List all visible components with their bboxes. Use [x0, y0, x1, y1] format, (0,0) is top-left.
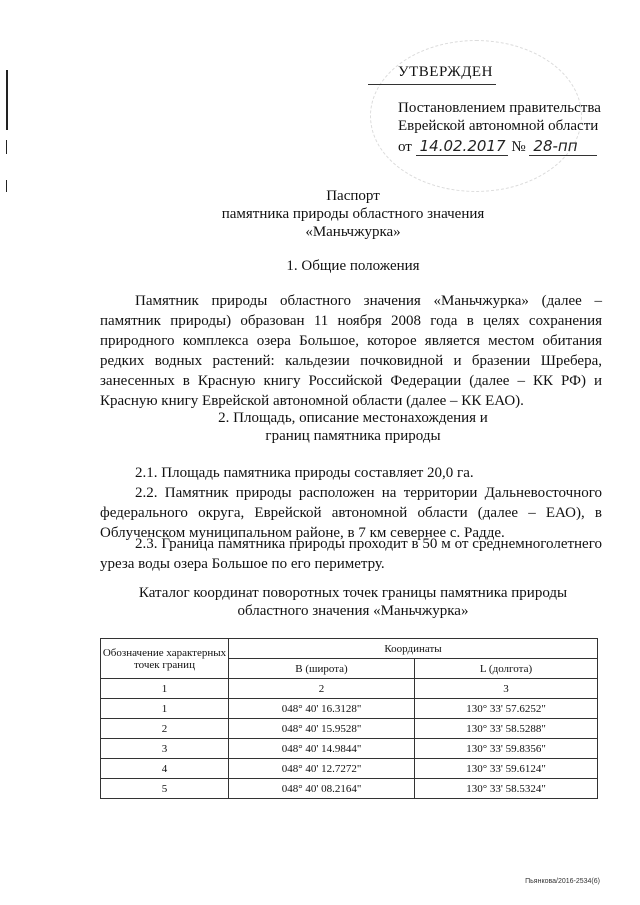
point-cell: 1 — [101, 699, 229, 719]
section-2-p3 — [100, 534, 602, 574]
approval-date-row — [398, 137, 597, 156]
date-prefix: от — [398, 139, 412, 155]
doc-name: «Маньчжурка» — [305, 224, 401, 240]
header-coordinates: Координаты — [229, 639, 598, 659]
scan-margin-mark — [6, 140, 7, 154]
section-2-p1 — [100, 463, 602, 483]
catalog-title-2: областного значения «Маньчжурка» — [237, 603, 469, 619]
number-prefix: № — [511, 139, 526, 155]
lat-cell: 048° 40' 16.3128" — [229, 699, 415, 719]
approval-underline — [368, 84, 496, 85]
section-1-text — [100, 291, 602, 411]
section-1-paragraph: Памятник природы областного значения «Маньчжурка» (далее – памятник природы) образован 11 ноября 2008 года в целях сохранения природного комплекса озера Большое, которое является местом обитания редких водных растений: кальдезии почковидной и бразении Шребера, занесенных в Красную книгу Российской Федерации (далее – КК РФ) и Красную книгу Еврейской автономной области (далее – КК ЕАО). — [100, 293, 602, 409]
table-row — [101, 779, 598, 799]
lon-cell: 130° 33' 58.5324" — [415, 779, 598, 799]
lon-cell: 130° 33' 57.6252" — [415, 699, 598, 719]
lat-cell: 048° 40' 15.9528" — [229, 719, 415, 739]
paragraph-2-2: 2.2. Памятник природы расположен на территории Дальневосточного федерального округа, Еврейской автономной области (далее – ЕАО), в Облученском муниципальном районе, в 7 км севернее с. Радде. — [100, 485, 602, 541]
table-row — [101, 699, 598, 719]
point-cell: 5 — [101, 779, 229, 799]
approval-number: 28-пп — [529, 137, 597, 156]
section-2-title-1: 2. Площадь, описание местонахождения и — [218, 410, 488, 426]
header-longitude: L (долгота) — [415, 659, 598, 679]
lat-cell: 048° 40' 12.7272" — [229, 759, 415, 779]
approval-date: 14.02.2017 — [416, 137, 508, 156]
index-cell: 1 — [101, 679, 229, 699]
approval-line-1: Постановлением правительства — [398, 100, 601, 116]
index-cell: 2 — [229, 679, 415, 699]
point-cell: 4 — [101, 759, 229, 779]
approval-line-2: Еврейской автономной области — [398, 118, 599, 134]
lat-cell: 048° 40' 08.2164" — [229, 779, 415, 799]
doc-title: Паспорт — [326, 188, 380, 204]
header-latitude: В (широта) — [229, 659, 415, 679]
section-1-title: 1. Общие положения — [286, 258, 420, 274]
scan-margin-mark — [6, 70, 8, 130]
lon-cell: 130° 33' 59.6124" — [415, 759, 598, 779]
lon-cell: 130° 33' 58.5288" — [415, 719, 598, 739]
table-index-row — [101, 679, 598, 699]
section-2-title-2: границ памятника природы — [265, 428, 441, 444]
coordinates-table — [100, 638, 598, 799]
lat-cell: 048° 40' 14.9844" — [229, 739, 415, 759]
point-cell: 3 — [101, 739, 229, 759]
catalog-title-1: Каталог координат поворотных точек границы памятника природы — [138, 585, 568, 601]
footer-code: Пьянкова/2016-2534(6) — [525, 878, 600, 885]
point-cell: 2 — [101, 719, 229, 739]
approval-title: УТВЕРЖДЕН — [398, 64, 493, 80]
table-row — [101, 739, 598, 759]
table-row — [101, 759, 598, 779]
index-cell: 3 — [415, 679, 598, 699]
lon-cell: 130° 33' 59.8356" — [415, 739, 598, 759]
paragraph-2-3: 2.3. Граница памятника природы проходит в 50 м от среднемноголетнего уреза воды озера Большое по его периметру. — [100, 536, 602, 572]
paragraph-2-1: 2.1. Площадь памятника природы составляет 20,0 га. — [135, 465, 474, 481]
doc-subtitle: памятника природы областного значения — [221, 206, 485, 222]
table-row — [101, 719, 598, 739]
header-point: Обозначение характерных точек границ — [101, 639, 229, 679]
